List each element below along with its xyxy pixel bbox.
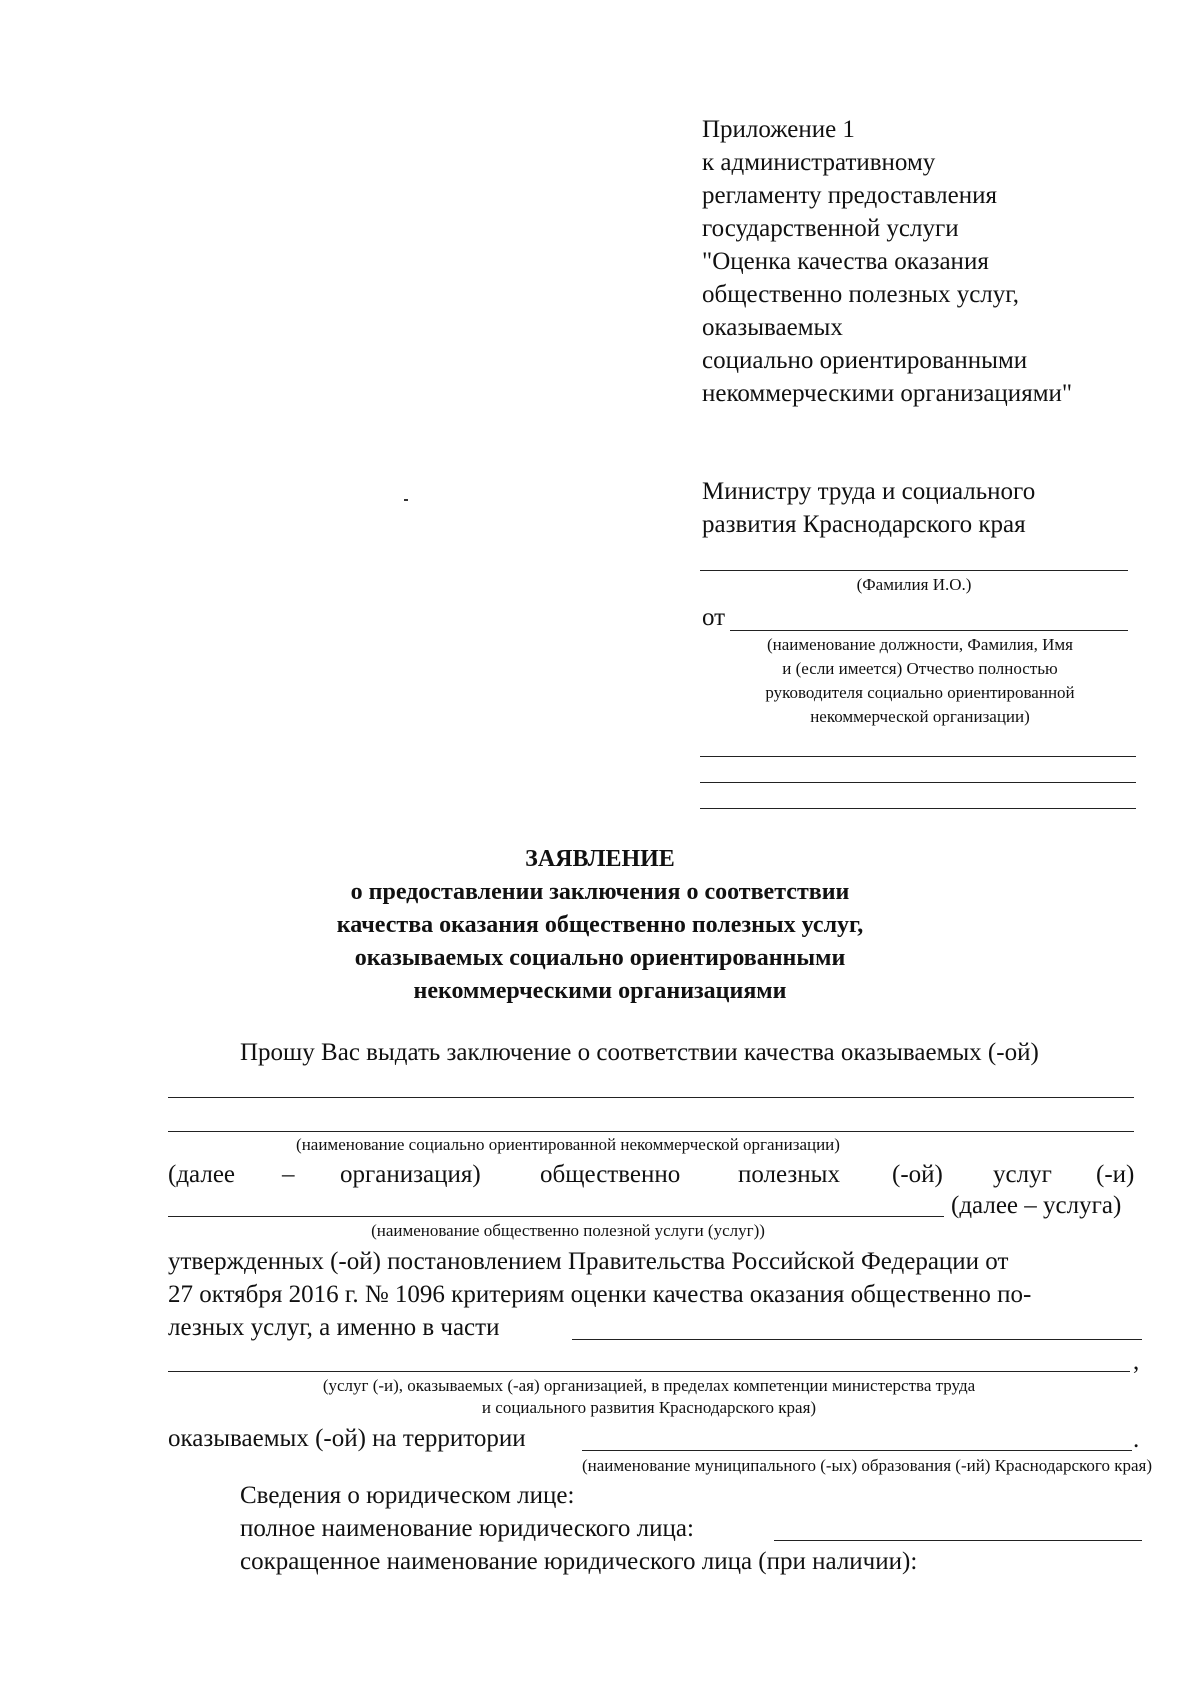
legal-entity-header: Сведения о юридическом лице: (240, 1482, 575, 1509)
blank-line (700, 782, 1136, 783)
annex-line: оказываемых (702, 314, 843, 341)
name-caption: (Фамилия И.О.) (856, 575, 972, 594)
annex-line: некоммерческими организациями" (702, 380, 1073, 407)
from-caption-line: и (если имеется) Отчество полностью (782, 659, 1058, 678)
paragraph-line: утвержденных (-ой) постановлением Правительства Российской Федерации от (168, 1248, 1009, 1275)
row-word: услуг (993, 1161, 1052, 1188)
service-caption: (наименование общественно полезной услуги (услуг)) (371, 1221, 765, 1240)
subtitle-line: качества оказания общественно полезных услуг, (336, 912, 864, 938)
short-name-label: сокращенное наименование юридического лица (при наличии): (240, 1548, 918, 1575)
addressee-line: Министру труда и социального (702, 478, 1036, 505)
org-name-line (168, 1131, 1134, 1132)
row-word: организация) (340, 1161, 481, 1188)
territory-label: оказываемых (-ой) на территории (168, 1425, 526, 1452)
scope-caption-line: (услуг (-и), оказываемых (-ая) организацией, в пределах компетенции министерства труда (322, 1376, 976, 1395)
annex-line: общественно полезных услуг, (702, 281, 1019, 308)
from-caption-line: (наименование должности, Фамилия, Имя (767, 635, 1073, 654)
document-title: ЗАЯВЛЕНИЕ (525, 846, 675, 872)
service-suffix: (далее – услуга) (951, 1192, 1122, 1219)
paragraph-line: 27 октября 2016 г. № 1096 критериям оценки качества оказания общественно по- (168, 1281, 1032, 1308)
row-word: общественно (540, 1161, 681, 1188)
row-word: – (282, 1161, 295, 1188)
full-name-label: полное наименование юридического лица: (240, 1515, 694, 1542)
blank-line (700, 756, 1136, 757)
subtitle-line: о предоставлении заключения о соответствии (350, 879, 850, 905)
territory-line (582, 1450, 1132, 1451)
row-word: (-и) (1096, 1161, 1135, 1188)
from-caption-line: некоммерческой организации) (810, 707, 1030, 726)
org-caption: (наименование социально ориентированной некоммерческой организации) (296, 1135, 840, 1154)
subtitle-line: некоммерческими организациями (413, 978, 787, 1004)
from-label: от (702, 604, 726, 631)
annex-line: регламенту предоставления (702, 182, 998, 209)
request-text: Прошу Вас выдать заключение о соответствии качества оказываемых (-ой) (240, 1039, 1039, 1066)
from-caption-line: руководителя социально ориентированной (765, 683, 1075, 702)
territory-caption: (наименование муниципального (-ых) образования (-ий) Краснодарского края) (582, 1456, 1152, 1475)
subtitle-line: оказываемых социально ориентированными (354, 945, 846, 971)
blank-line (700, 808, 1136, 809)
row-word: (далее (168, 1161, 236, 1188)
period: . (1133, 1426, 1140, 1453)
org-name-line (168, 1097, 1134, 1098)
annex-line: "Оценка качества оказания (702, 248, 989, 275)
paragraph-line: лезных услуг, а именно в части (168, 1314, 500, 1341)
annex-line: государственной услуги (702, 215, 959, 242)
row-word: (-ой) (892, 1161, 943, 1188)
annex-line: Приложение 1 (702, 116, 855, 143)
from-line (730, 630, 1128, 631)
comma: , (1133, 1348, 1140, 1375)
scope-caption-line: и социального развития Краснодарского края) (481, 1398, 817, 1417)
scan-speck (404, 499, 408, 501)
service-name-line (168, 1216, 944, 1217)
annex-line: социально ориентированными (702, 347, 1028, 374)
addressee-line: развития Краснодарского края (702, 511, 1026, 538)
full-name-line (774, 1540, 1142, 1541)
minister-name-line (700, 570, 1128, 571)
scope-line (572, 1339, 1142, 1340)
scope-line-2 (168, 1371, 1130, 1372)
row-word: полезных (738, 1161, 840, 1188)
annex-line: к административному (702, 149, 936, 176)
